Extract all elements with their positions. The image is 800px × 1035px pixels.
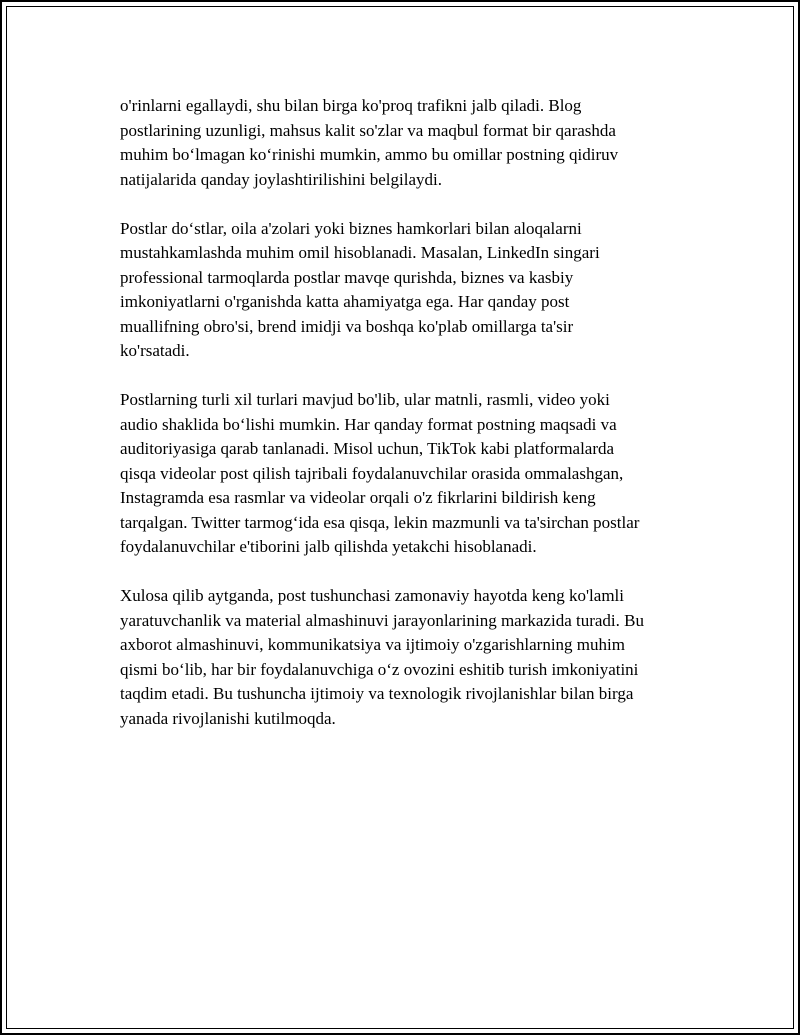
paragraph-post-types: Postlarning turli xil turlari mavjud bo'lib, ular matnli, rasmli, video yoki audio shaklida bo‘lishi mumkin. Har qanday format postning maqsadi va auditoriyasiga qarab tanlanadi. Misol uchun, TikTok kabi platformalarda qisqa videolar post qilish tajribali foydalanuvchilar orasida ommalashgan, Instagramda esa rasmlar va videolar orqali o'z fikrlarini bildirish keng tarqalgan. Twitter tarmog‘ida esa qisqa, lekin mazmunli va ta'sirchan postlar foydalanuvchilar e'tiborini jalb qilishda yetakchi hisoblanadi. xyxy=(120,390,640,556)
document-body xyxy=(120,94,710,756)
paragraph-seo: o'rinlarni egallaydi, shu bilan birga ko'proq trafikni jalb qiladi. Blog postlarining uzunligi, mahsus kalit so'zlar va maqbul format bir qarashda muhim bo‘lmagan ko‘rinishi mumkin, ammo bu omillar postning qidiruv natijalarida qanday joylashtirilishini belgilaydi. xyxy=(120,96,619,189)
paragraph-conclusion: Xulosa qilib aytganda, post tushunchasi zamonaviy hayotda keng ko'lamli yaratuvchanlik va material almashinuvi jarayonlarining markazida turadi. Bu axborot almashinuvi, kommunikatsiya va ijtimoiy o'zgarishlarning muhim qismi bo‘lib, har bir foydalanuvchiga o‘z ovozini eshitib turish imkoniyatini taqdim etadi. Bu tushuncha ijtimoiy va texnologik rivojlanishlar bilan birga yanada rivojlanishi kutilmoqda. xyxy=(120,586,644,728)
paragraph-relationships: Postlar do‘stlar, oila a'zolari yoki biznes hamkorlari bilan aloqalarni mustahkamlashda muhim omil hisoblanadi. Masalan, LinkedIn singari professional tarmoqlarda postlar mavqe qurishda, biznes va kasbiy imkoniyatlarni o'rganishda katta ahamiyatga ega. Har qanday post muallifning obro'si, brend imidji va boshqa ko'plab omillarga ta'sir ko'rsatadi. xyxy=(120,218,600,360)
